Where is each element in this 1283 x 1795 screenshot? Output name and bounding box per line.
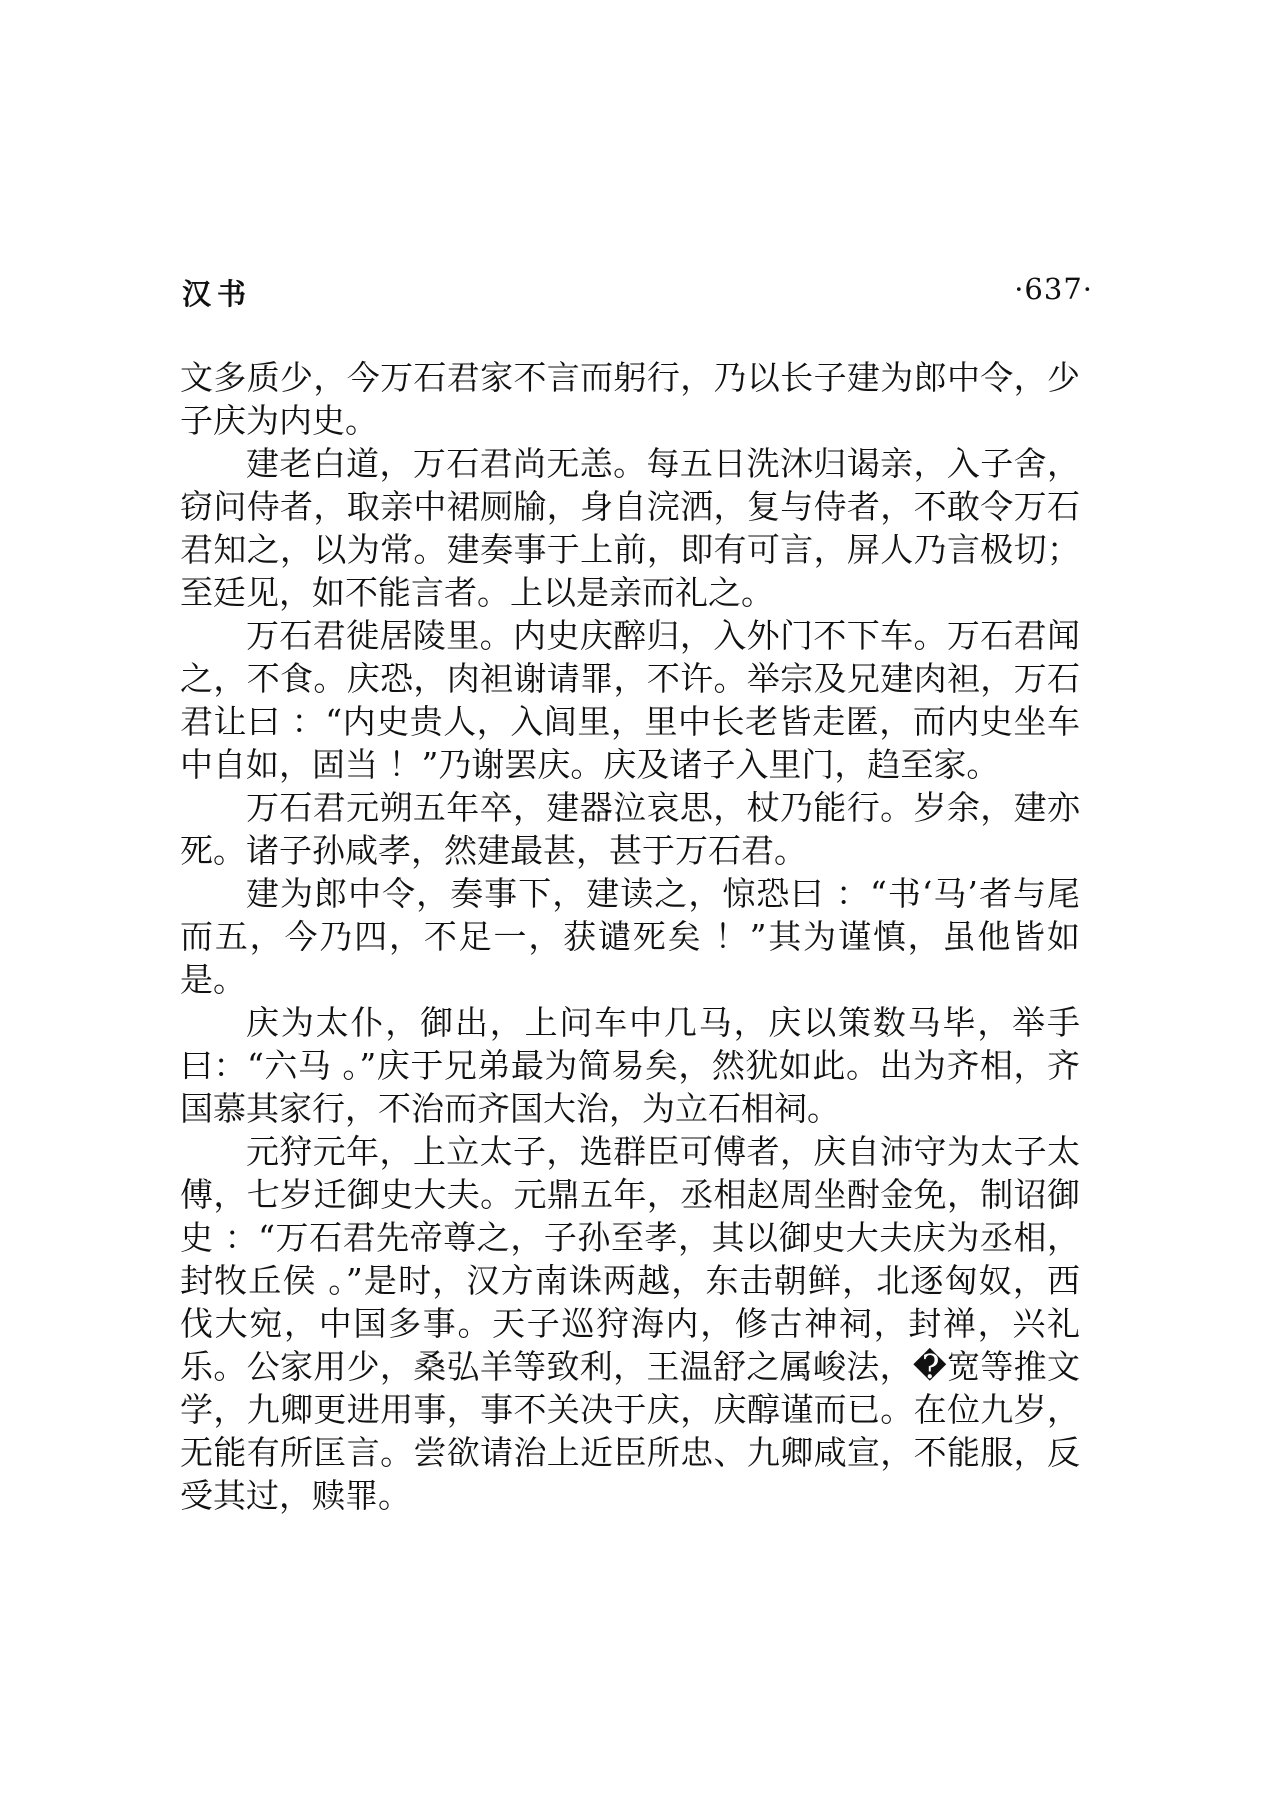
- paragraph: 元狩元年，上立太子，选群臣可傅者，庆自沛守为太子太傅，七岁迁御史大夫。元鼎五年，丞相赵周坐酎金免，制诏御史 ：“万石君先帝尊之，子孙至孝，其以御史大夫庆为丞相，封牧丘侯 。”是时，汉方南诛两越，东击朝鲜，北逐匈奴，西伐大宛，中国多事。天子巡狩海内，修古神祠，封禅，兴礼乐。公家用少，桑弘羊等致利，王温舒之属峻法，�宽等推文学，九卿更进用事，事不关决于庆，庆醇谨而已。在位九岁，无能有所匡言。尝欲请治上近臣所忠、九卿咸宣，不能服，反受其过，赎罪。: [180, 1132, 1080, 1515]
- running-title: 汉书: [182, 277, 253, 311]
- page-number: ·637·: [1014, 272, 1093, 306]
- paragraph: 建老白道，万石君尚无恙。每五日洗沐归谒亲，入子舍，窃问侍者，取亲中裙厕牏，身自浣洒，复与侍者，不敢令万石君知之，以为常。建奏事于上前，即有可言，屏人乃言极切；至廷见，如不能言者。上以是亲而礼之。: [180, 444, 1080, 612]
- paragraph: 文多质少，今万石君家不言而躬行，乃以长子建为郎中令，少子庆为内史。: [180, 358, 1080, 440]
- paragraph: 庆为太仆，御出，上问车中几马，庆以策数马毕，举手曰：“六马 。”庆于兄弟最为简易矣，然犹如此。出为齐相，齐国慕其家行，不治而齐国大治，为立石相祠。: [180, 1003, 1080, 1128]
- paragraph: 万石君徙居陵里。内史庆醉归，入外门不下车。万石君闻之，不食。庆恐，肉袒谢请罪，不许。举宗及兄建肉袒，万石君让曰 ：“内史贵人，入闾里，里中长老皆走匿，而内史坐车中自如，固当 ！”乃谢罢庆。庆及诸子入里门，趋至家。: [180, 616, 1080, 784]
- paragraph: 万石君元朔五年卒，建器泣哀思，杖乃能行。岁余，建亦死。诸子孙咸孝，然建最甚，甚于万石君。: [180, 788, 1080, 870]
- body-text: [180, 356, 1080, 1517]
- paragraph: 建为郎中令，奏事下，建读之，惊恐曰 ：“书‘马’者与尾而五，今乃四，不足一，获谴死矣 ！”其为谨慎，虽他皆如是。: [180, 874, 1080, 999]
